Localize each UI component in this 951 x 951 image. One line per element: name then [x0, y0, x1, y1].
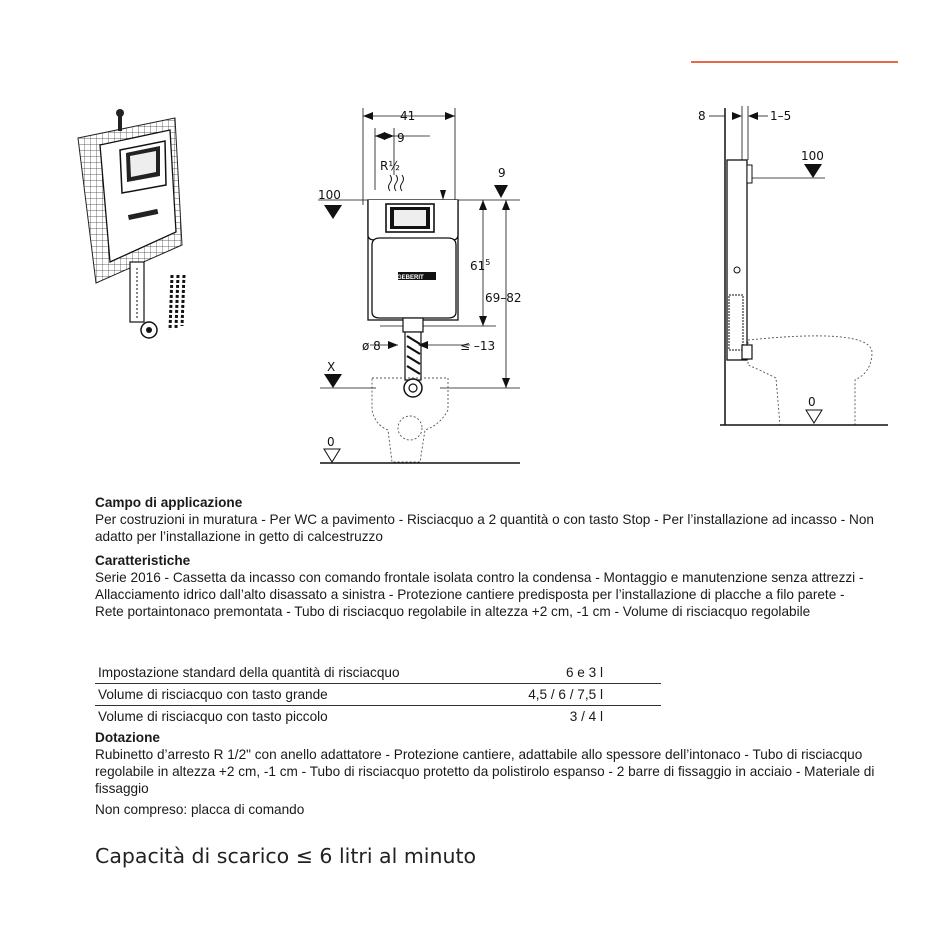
dim-pipe-offset: ≤ –13 — [460, 339, 496, 353]
side-height-100: 100 — [801, 149, 824, 163]
capacity-note: Capacità di scarico ≤ 6 litri al minuto — [95, 844, 477, 868]
row-value: 6 e 3 l — [488, 662, 661, 684]
dim-41: 41 — [400, 109, 416, 123]
spec-table — [95, 662, 661, 727]
campo-title: Campo di applicazione — [95, 495, 243, 510]
isometric-view — [78, 109, 184, 338]
caratteristiche-title: Caratteristiche — [95, 553, 191, 568]
dotazione-body: Rubinetto d’arresto R 1/2" con anello adattatore - Protezione cantiere, adattabile allo spessore dell’intonaco - Tubo di risciacquo regolabile in altezza +2 cm, -1 cm - Tubo di risciacquo protetto da polistirolo espanso - 2 barre di fissaggio in acciaio - Materiale di fissaggio — [95, 747, 875, 796]
dotazione-title: Dotazione — [95, 730, 160, 745]
height-100: 100 — [318, 188, 341, 202]
zero-label: 0 — [327, 435, 335, 449]
row-value: 4,5 / 6 / 7,5 l — [488, 684, 661, 706]
table-row — [95, 706, 661, 728]
dim-9-inlet: 9 — [397, 131, 405, 145]
row-label: Volume di risciacquo con tasto grande — [95, 684, 488, 706]
side-dim-wall: 1–5 — [770, 109, 792, 123]
dim-9-top: 9 — [498, 166, 506, 180]
table-row — [95, 662, 661, 684]
dotazione-section — [95, 729, 875, 818]
side-zero-label: 0 — [808, 395, 816, 409]
non-compreso: Non compreso: placca di comando — [95, 802, 305, 817]
row-label: Volume di risciacquo con tasto piccolo — [98, 709, 328, 724]
zero-marker — [324, 449, 340, 462]
caratteristiche-section — [95, 552, 875, 620]
campo-body: Per costruzioni in muratura - Per WC a pavimento - Risciacquo a 2 quantità o con tasto Stop - Per l’installazione ad incasso - Non adatto per l’installazione in getto di calcestruzzo — [95, 512, 874, 544]
row-value: 3 / 4 l — [569, 709, 603, 724]
dim-61: $61^5$ — [470, 258, 491, 273]
campo-section — [95, 494, 875, 545]
brand-logo: GEBERIT — [397, 275, 424, 281]
thread-label: R½ — [380, 159, 400, 173]
dim-diameter: ø 8 — [362, 339, 381, 353]
x-mark: X — [327, 360, 336, 374]
side-view — [709, 106, 888, 425]
side-dim-8: 8 — [698, 109, 706, 123]
caratteristiche-body: Serie 2016 - Cassetta da incasso con comando frontale isolata contro la condensa - Montaggio e manutenzione senza attrezzi - Allacciamento idrico dall’alto disassato a sinistra - Protezione cantiere predisposta per l’installazione di placche a filo parete - Rete portaintonaco premontata - Tubo di risciacquo regolabile in altezza +2 cm, -1 cm - Volume di risciacquo regolabile — [95, 570, 864, 619]
front-view — [318, 108, 520, 463]
row-label: Impostazione standard della quantità di risciacquo — [95, 662, 488, 684]
table-row — [95, 684, 661, 706]
dim-range: 69–82 — [485, 291, 522, 305]
